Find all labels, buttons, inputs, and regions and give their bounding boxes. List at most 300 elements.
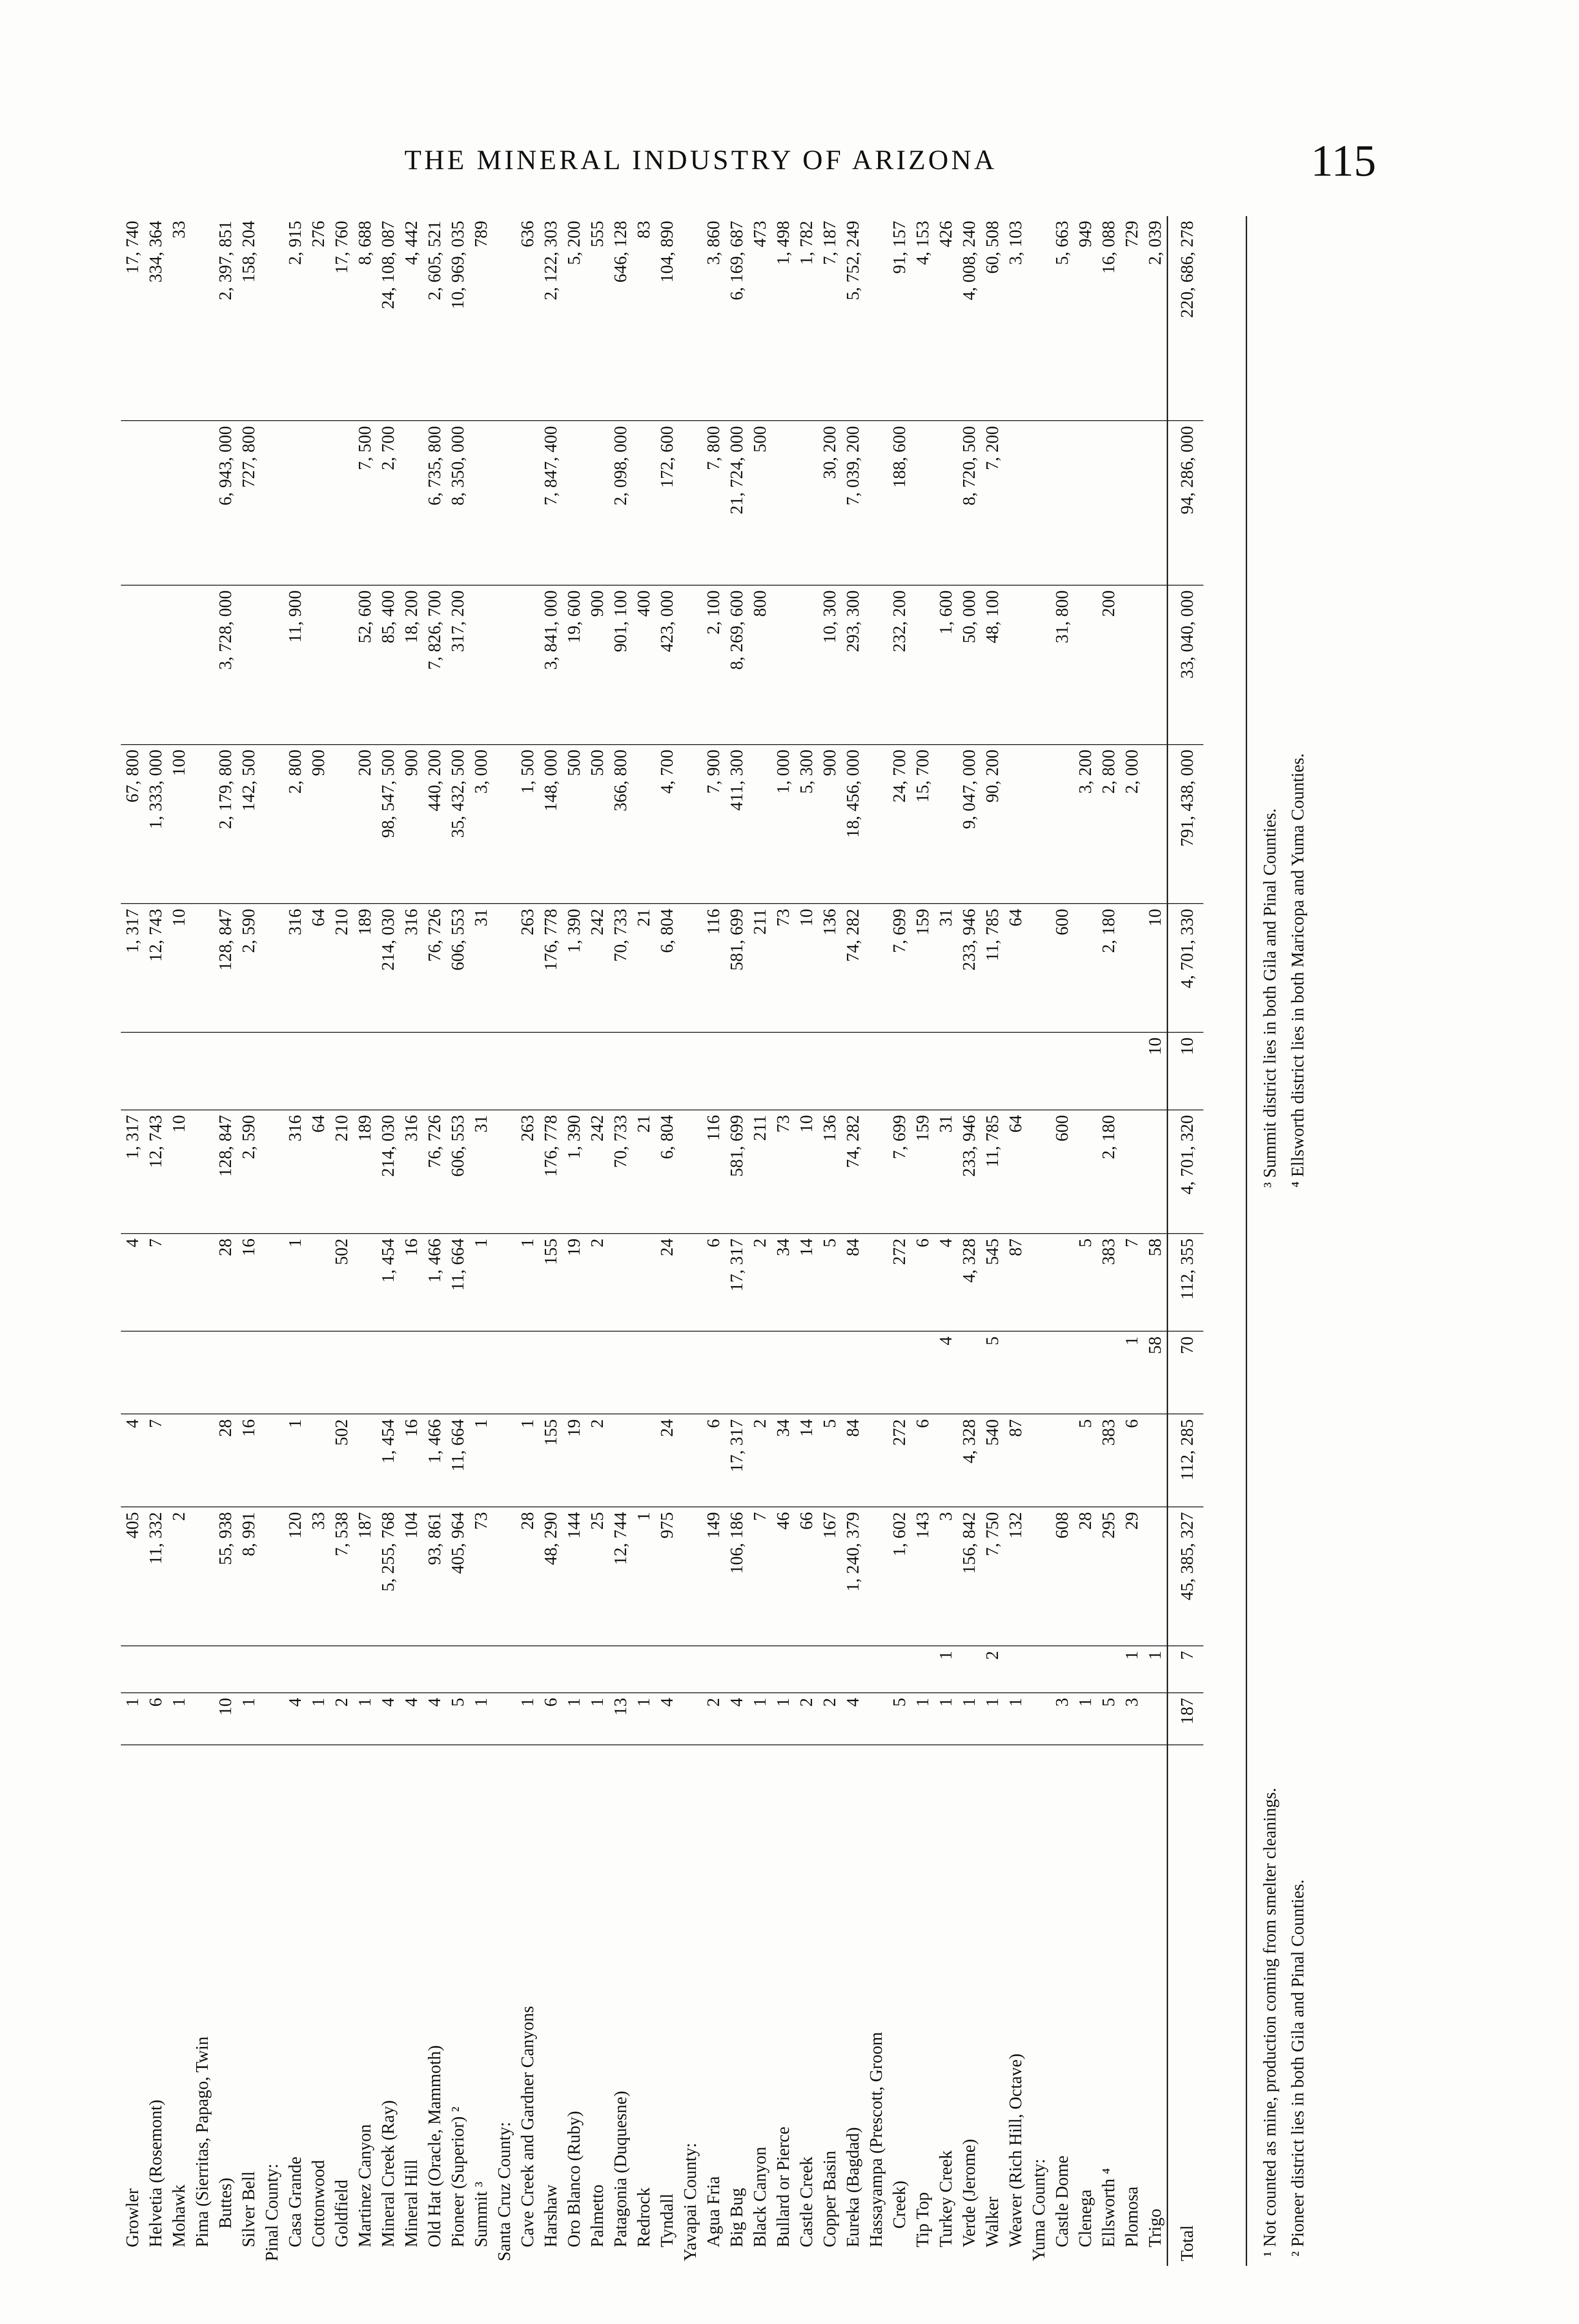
table-cell: 12, 743 xyxy=(144,904,167,1032)
table-row xyxy=(609,216,632,2266)
table-cell: 11, 332 xyxy=(144,1507,167,1646)
district-name: Oro Blanco (Ruby) xyxy=(562,1745,586,2266)
table-cell: 11, 900 xyxy=(284,585,307,745)
table-cell xyxy=(167,585,191,745)
table-cell xyxy=(655,1646,679,1693)
table-cell: 606, 553 xyxy=(446,1110,469,1234)
table-cell xyxy=(1097,1032,1120,1110)
table-cell: 5 xyxy=(888,1693,911,1745)
table-cell xyxy=(330,1331,353,1414)
table-cell: 143 xyxy=(911,1507,934,1646)
table-cell: 900 xyxy=(818,745,841,904)
table-cell: 6 xyxy=(702,1234,725,1332)
table-cell xyxy=(516,421,539,585)
district-name: Castle Dome xyxy=(1050,1745,1074,2266)
table-cell: 1 xyxy=(1120,1646,1143,1693)
table-cell xyxy=(493,585,516,745)
table-row xyxy=(562,216,586,2266)
table-cell: 16 xyxy=(237,1234,260,1332)
table-cell xyxy=(260,216,284,421)
table-cell xyxy=(586,1032,609,1110)
table-cell xyxy=(702,1032,725,1110)
footnote-1: ¹ Not counted as mine, production coming from smelter cleanings. xyxy=(1260,1788,1280,2257)
table-cell xyxy=(191,216,214,421)
table-cell xyxy=(493,1331,516,1414)
table-cell xyxy=(260,1234,284,1332)
table-cell: 159 xyxy=(911,904,934,1032)
table-cell: 6 xyxy=(911,1414,934,1507)
table-cell xyxy=(655,1331,679,1414)
table-cell: 31 xyxy=(469,1110,493,1234)
table-cell: 1 xyxy=(1004,1693,1027,1745)
table-cell: 33 xyxy=(169,221,189,238)
table-cell xyxy=(214,1032,237,1110)
table-cell xyxy=(911,1646,934,1693)
table-cell: 10 xyxy=(1143,904,1168,1032)
table-cell: 14 xyxy=(795,1414,818,1507)
table-cell: 48, 100 xyxy=(981,585,1004,745)
table-row xyxy=(469,216,493,2266)
table-cell xyxy=(865,1331,888,1414)
table-cell: 1 xyxy=(284,1234,307,1332)
table-cell xyxy=(1027,1414,1050,1507)
table-cell xyxy=(632,1414,655,1507)
table-cell: 600 xyxy=(1050,904,1074,1032)
table-cell: 6, 943, 000 xyxy=(214,421,237,585)
table-cell: 4, 328 xyxy=(958,1234,981,1332)
table-cell: 411, 300 xyxy=(725,745,748,904)
table-cell: 24, 108, 087 xyxy=(378,221,398,309)
table-body xyxy=(121,216,1203,2266)
table-cell: 636 xyxy=(518,221,537,247)
table-cell: 210 xyxy=(330,904,353,1032)
table-cell: 93, 861 xyxy=(423,1507,446,1646)
table-cell: 1, 600 xyxy=(934,585,958,745)
footnotes xyxy=(1246,216,1348,2266)
table-row xyxy=(1097,216,1120,2266)
table-cell xyxy=(237,1331,260,1414)
table-cell xyxy=(772,1646,795,1693)
table-cell xyxy=(934,1414,958,1507)
table-cell: 500 xyxy=(748,421,772,585)
table-cell: 4 xyxy=(841,1693,865,1745)
table-cell xyxy=(377,1032,400,1110)
table-cell: 4 xyxy=(284,1693,307,1745)
table-cell: 4 xyxy=(934,1234,958,1332)
table-cell xyxy=(191,1331,214,1414)
table-cell: 1 xyxy=(516,1414,539,1507)
table-cell xyxy=(307,421,330,585)
table-cell: 98, 547, 500 xyxy=(377,745,400,904)
table-cell: 11, 785 xyxy=(981,1110,1004,1234)
table-cell: 19 xyxy=(562,1414,586,1507)
table-cell: 4, 442 xyxy=(402,221,421,265)
table-cell xyxy=(841,1331,865,1414)
table-cell: 158, 204 xyxy=(239,221,258,283)
table-cell xyxy=(1143,1110,1168,1234)
district-name: Casa Grande xyxy=(284,1745,307,2266)
table-cell: 2 xyxy=(586,1234,609,1332)
district-name: Redrock xyxy=(632,1745,655,2266)
table-cell: 5, 300 xyxy=(795,745,818,904)
table-row xyxy=(818,216,841,2266)
table-cell: 4 xyxy=(400,1693,423,1745)
table-cell: 176, 778 xyxy=(539,904,562,1032)
table-cell: 128, 847 xyxy=(214,904,237,1032)
table-cell xyxy=(539,1646,562,1693)
table-cell xyxy=(260,421,284,585)
table-cell xyxy=(818,1032,841,1110)
table-cell xyxy=(423,1032,446,1110)
table-cell: 7, 039, 200 xyxy=(841,421,865,585)
district-name: Buttes) xyxy=(214,1745,237,2266)
table-cell: 6 xyxy=(911,1234,934,1332)
table-cell: 1 xyxy=(516,1693,539,1745)
table-cell xyxy=(1050,1331,1074,1414)
table-cell: 7, 826, 700 xyxy=(423,585,446,745)
table-cell xyxy=(865,585,888,745)
table-cell xyxy=(632,1032,655,1110)
table-cell: 2 xyxy=(748,1414,772,1507)
district-name: Yuma County: xyxy=(1027,1745,1050,2266)
table-cell xyxy=(865,1507,888,1646)
table-cell: 646, 128 xyxy=(611,221,630,283)
table-cell xyxy=(632,1234,655,1332)
table-cell xyxy=(144,1646,167,1693)
table-cell: 84 xyxy=(841,1414,865,1507)
table-cell xyxy=(167,421,191,585)
table-cell xyxy=(1027,1331,1050,1414)
table-cell xyxy=(1074,421,1097,585)
table-cell xyxy=(516,1646,539,1693)
table-cell xyxy=(167,1234,191,1332)
table-cell xyxy=(772,1331,795,1414)
table-cell: 16, 088 xyxy=(1099,221,1118,274)
table-cell: 8, 269, 600 xyxy=(725,585,748,745)
table-cell: 45, 385, 327 xyxy=(1168,1507,1204,1646)
table-cell xyxy=(1050,1032,1074,1110)
table-row xyxy=(655,216,679,2266)
district-name: Goldfield xyxy=(330,1745,353,2266)
table-cell: 31 xyxy=(934,1110,958,1234)
table-cell: 2 xyxy=(586,1414,609,1507)
table-cell: 91, 157 xyxy=(890,221,909,274)
table-cell xyxy=(400,1646,423,1693)
table-cell xyxy=(284,1646,307,1693)
table-cell: 1 xyxy=(934,1693,958,1745)
table-cell: 1 xyxy=(1074,1693,1097,1745)
table-cell: 1 xyxy=(469,1234,493,1332)
table-cell: 76, 726 xyxy=(423,1110,446,1234)
table-cell: 5, 752, 249 xyxy=(843,221,863,300)
table-cell: 272 xyxy=(888,1234,911,1332)
table-cell xyxy=(679,904,702,1032)
table-row xyxy=(934,216,958,2266)
table-cell: 383 xyxy=(1097,1234,1120,1332)
table-cell xyxy=(1050,1234,1074,1332)
table-row xyxy=(1050,216,1074,2266)
table-cell: 3, 200 xyxy=(1074,745,1097,904)
table-cell xyxy=(586,1331,609,1414)
table-cell xyxy=(330,1646,353,1693)
table-cell xyxy=(911,585,934,745)
table-cell: 7, 800 xyxy=(702,421,725,585)
table-cell xyxy=(934,421,958,585)
table-cell: 5, 200 xyxy=(564,221,584,265)
table-cell: 167 xyxy=(818,1507,841,1646)
table-cell: 1 xyxy=(121,1693,144,1745)
table-cell: 60, 508 xyxy=(983,221,1002,274)
table-row xyxy=(214,216,237,2266)
table-cell xyxy=(609,1032,632,1110)
table-cell xyxy=(748,745,772,904)
table-cell: 440, 200 xyxy=(423,745,446,904)
table-row xyxy=(330,216,353,2266)
table-cell xyxy=(377,1331,400,1414)
table-cell: 24, 700 xyxy=(888,745,911,904)
table-cell: 2, 179, 800 xyxy=(214,745,237,904)
table-cell xyxy=(911,1331,934,1414)
footnote-3: ³ Summit district lies in both Gila and Pinal Counties. xyxy=(1260,808,1280,1188)
table-row xyxy=(191,216,214,2266)
table-cell: 46 xyxy=(772,1507,795,1646)
table-cell xyxy=(1074,1646,1097,1693)
table-cell xyxy=(260,904,284,1032)
table-cell xyxy=(748,1646,772,1693)
district-name: Mohawk xyxy=(167,1745,191,2266)
table-cell: 1, 000 xyxy=(772,745,795,904)
table-cell xyxy=(772,421,795,585)
table-row xyxy=(981,216,1004,2266)
district-name: Creek) xyxy=(888,1745,911,2266)
table-cell: 15, 700 xyxy=(911,745,934,904)
district-name: Cottonwood xyxy=(307,1745,330,2266)
rotated-table-container xyxy=(121,216,1250,2266)
table-cell xyxy=(1027,421,1050,585)
table-cell: 7 xyxy=(748,1507,772,1646)
table-cell xyxy=(1097,421,1120,585)
table-cell xyxy=(1004,745,1027,904)
district-name: Summit ³ xyxy=(469,1745,493,2266)
table-cell: 2, 700 xyxy=(377,421,400,585)
table-cell: 200 xyxy=(1097,585,1120,745)
table-cell: 8, 991 xyxy=(237,1507,260,1646)
table-cell xyxy=(144,585,167,745)
table-cell: 8, 350, 000 xyxy=(446,421,469,585)
table-cell xyxy=(586,421,609,585)
table-cell: 233, 946 xyxy=(958,1110,981,1234)
table-cell xyxy=(469,585,493,745)
table-cell: 84 xyxy=(841,1234,865,1332)
table-cell xyxy=(469,1646,493,1693)
table-cell: 70 xyxy=(1168,1331,1204,1414)
table-cell xyxy=(655,1032,679,1110)
table-cell: 276 xyxy=(309,221,328,247)
footnote-2: ² Pioneer district lies in both Gila and Pinal Counties. xyxy=(1288,1879,1308,2257)
table-cell: 10 xyxy=(1143,1032,1168,1110)
table-cell: 4 xyxy=(655,1693,679,1745)
table-cell xyxy=(888,1032,911,1110)
table-cell: 70, 733 xyxy=(609,904,632,1032)
table-cell: 85, 400 xyxy=(377,585,400,745)
table-cell: 316 xyxy=(284,904,307,1032)
table-cell: 214, 030 xyxy=(377,1110,400,1234)
table-cell: 1, 390 xyxy=(562,1110,586,1234)
table-cell: 10 xyxy=(795,1110,818,1234)
table-cell: 1 xyxy=(632,1693,655,1745)
table-cell: 73 xyxy=(772,904,795,1032)
table-cell xyxy=(260,1331,284,1414)
table-cell: 159 xyxy=(911,1110,934,1234)
table-cell: 1, 454 xyxy=(377,1414,400,1507)
table-cell: 220, 686, 278 xyxy=(1168,216,1204,421)
table-cell xyxy=(191,1110,214,1234)
table-cell xyxy=(121,585,144,745)
table-cell xyxy=(911,421,934,585)
district-name: Santa Cruz County: xyxy=(493,1745,516,2266)
table-cell xyxy=(1050,1414,1074,1507)
table-cell xyxy=(865,1693,888,1745)
district-name: Growler xyxy=(121,1745,144,2266)
table-cell: 473 xyxy=(750,221,770,247)
table-cell: 25 xyxy=(586,1507,609,1646)
table-cell xyxy=(307,585,330,745)
table-row xyxy=(446,216,469,2266)
table-cell xyxy=(725,1646,748,1693)
district-name: Cave Creek and Gardner Canyons xyxy=(516,1745,539,2266)
table-cell: 545 xyxy=(981,1234,1004,1332)
table-cell xyxy=(493,1032,516,1110)
table-cell: 34 xyxy=(772,1234,795,1332)
table-cell: 4 xyxy=(725,1693,748,1745)
table-row xyxy=(865,216,888,2266)
table-cell xyxy=(516,1331,539,1414)
table-cell: 233, 946 xyxy=(958,904,981,1032)
table-cell: 400 xyxy=(632,585,655,745)
district-name: Verde (Jerome) xyxy=(958,1745,981,2266)
total-row xyxy=(1168,216,1204,2266)
table-cell xyxy=(191,1646,214,1693)
table-cell: 1 xyxy=(772,1693,795,1745)
table-cell: 120 xyxy=(284,1507,307,1646)
table-cell: 7 xyxy=(144,1234,167,1332)
table-cell xyxy=(679,1234,702,1332)
table-cell: 3, 860 xyxy=(704,221,723,265)
table-row xyxy=(841,216,865,2266)
table-cell: 142, 500 xyxy=(237,745,260,904)
table-cell: 70, 733 xyxy=(609,1110,632,1234)
table-cell: 2 xyxy=(795,1693,818,1745)
table-cell: 2 xyxy=(702,1693,725,1745)
district-name: Mineral Hill xyxy=(400,1745,423,2266)
table-cell xyxy=(795,1032,818,1110)
table-row xyxy=(888,216,911,2266)
table-cell: 18, 200 xyxy=(400,585,423,745)
table-row xyxy=(307,216,330,2266)
table-cell xyxy=(772,1032,795,1110)
table-cell xyxy=(632,421,655,585)
table-cell: 9, 047, 000 xyxy=(958,745,981,904)
table-cell: 600 xyxy=(1050,1110,1074,1234)
table-cell xyxy=(865,1110,888,1234)
district-name: Total xyxy=(1168,1745,1204,2266)
table-cell: 6, 735, 800 xyxy=(423,421,446,585)
table-cell: 187 xyxy=(353,1507,377,1646)
table-cell: 24 xyxy=(655,1234,679,1332)
table-cell xyxy=(469,1032,493,1110)
table-cell: 155 xyxy=(539,1414,562,1507)
table-cell xyxy=(679,1414,702,1507)
table-row xyxy=(144,216,167,2266)
district-name: Weaver (Rich Hill, Octave) xyxy=(1004,1745,1027,2266)
table-cell: 900 xyxy=(307,745,330,904)
table-cell: 35, 432, 500 xyxy=(446,745,469,904)
table-cell: 33, 040, 000 xyxy=(1168,585,1204,745)
table-row xyxy=(679,216,702,2266)
table-cell: 28 xyxy=(1074,1507,1097,1646)
table-cell: 242 xyxy=(586,1110,609,1234)
table-cell: 31 xyxy=(934,904,958,1032)
table-cell: 64 xyxy=(307,1110,330,1234)
table-cell: 149 xyxy=(702,1507,725,1646)
table-cell xyxy=(586,1646,609,1693)
table-cell: 232, 200 xyxy=(888,585,911,745)
table-cell xyxy=(725,1331,748,1414)
table-cell xyxy=(307,1646,330,1693)
district-name: Pioneer (Superior) ² xyxy=(446,1745,469,2266)
table-cell xyxy=(562,1032,586,1110)
table-cell xyxy=(795,1331,818,1414)
table-cell xyxy=(493,1646,516,1693)
district-name: Yavapai County: xyxy=(679,1745,702,2266)
table-cell: 1 xyxy=(469,1414,493,1507)
district-name: Old Hat (Oracle, Mammoth) xyxy=(423,1745,446,2266)
table-cell xyxy=(1027,745,1050,904)
table-cell: 1, 466 xyxy=(423,1414,446,1507)
table-cell: 64 xyxy=(1004,904,1027,1032)
table-cell xyxy=(493,745,516,904)
table-cell: 155 xyxy=(539,1234,562,1332)
table-row xyxy=(284,216,307,2266)
table-cell: 33 xyxy=(307,1507,330,1646)
table-cell xyxy=(191,1032,214,1110)
table-cell xyxy=(1074,904,1097,1032)
table-cell: 426 xyxy=(936,221,956,247)
table-cell xyxy=(795,1646,818,1693)
table-cell: 55, 938 xyxy=(214,1507,237,1646)
table-cell: 74, 282 xyxy=(841,1110,865,1234)
table-cell: 800 xyxy=(748,585,772,745)
table-cell: 7, 699 xyxy=(888,904,911,1032)
table-cell: 1, 240, 379 xyxy=(841,1507,865,1646)
table-cell xyxy=(191,745,214,904)
table-cell: 2 xyxy=(981,1646,1004,1693)
table-cell xyxy=(284,421,307,585)
table-cell: 3, 103 xyxy=(1006,221,1025,265)
table-cell: 242 xyxy=(586,904,609,1032)
table-cell: 10, 300 xyxy=(818,585,841,745)
table-cell: 6 xyxy=(1120,1414,1143,1507)
table-cell xyxy=(818,1331,841,1414)
table-cell xyxy=(981,1032,1004,1110)
table-cell xyxy=(446,1032,469,1110)
table-cell: 316 xyxy=(284,1110,307,1234)
table-cell: 1 xyxy=(516,1234,539,1332)
table-cell: 1 xyxy=(167,1693,191,1745)
table-row xyxy=(423,216,446,2266)
table-cell: 5, 663 xyxy=(1052,221,1072,265)
table-cell xyxy=(841,1646,865,1693)
